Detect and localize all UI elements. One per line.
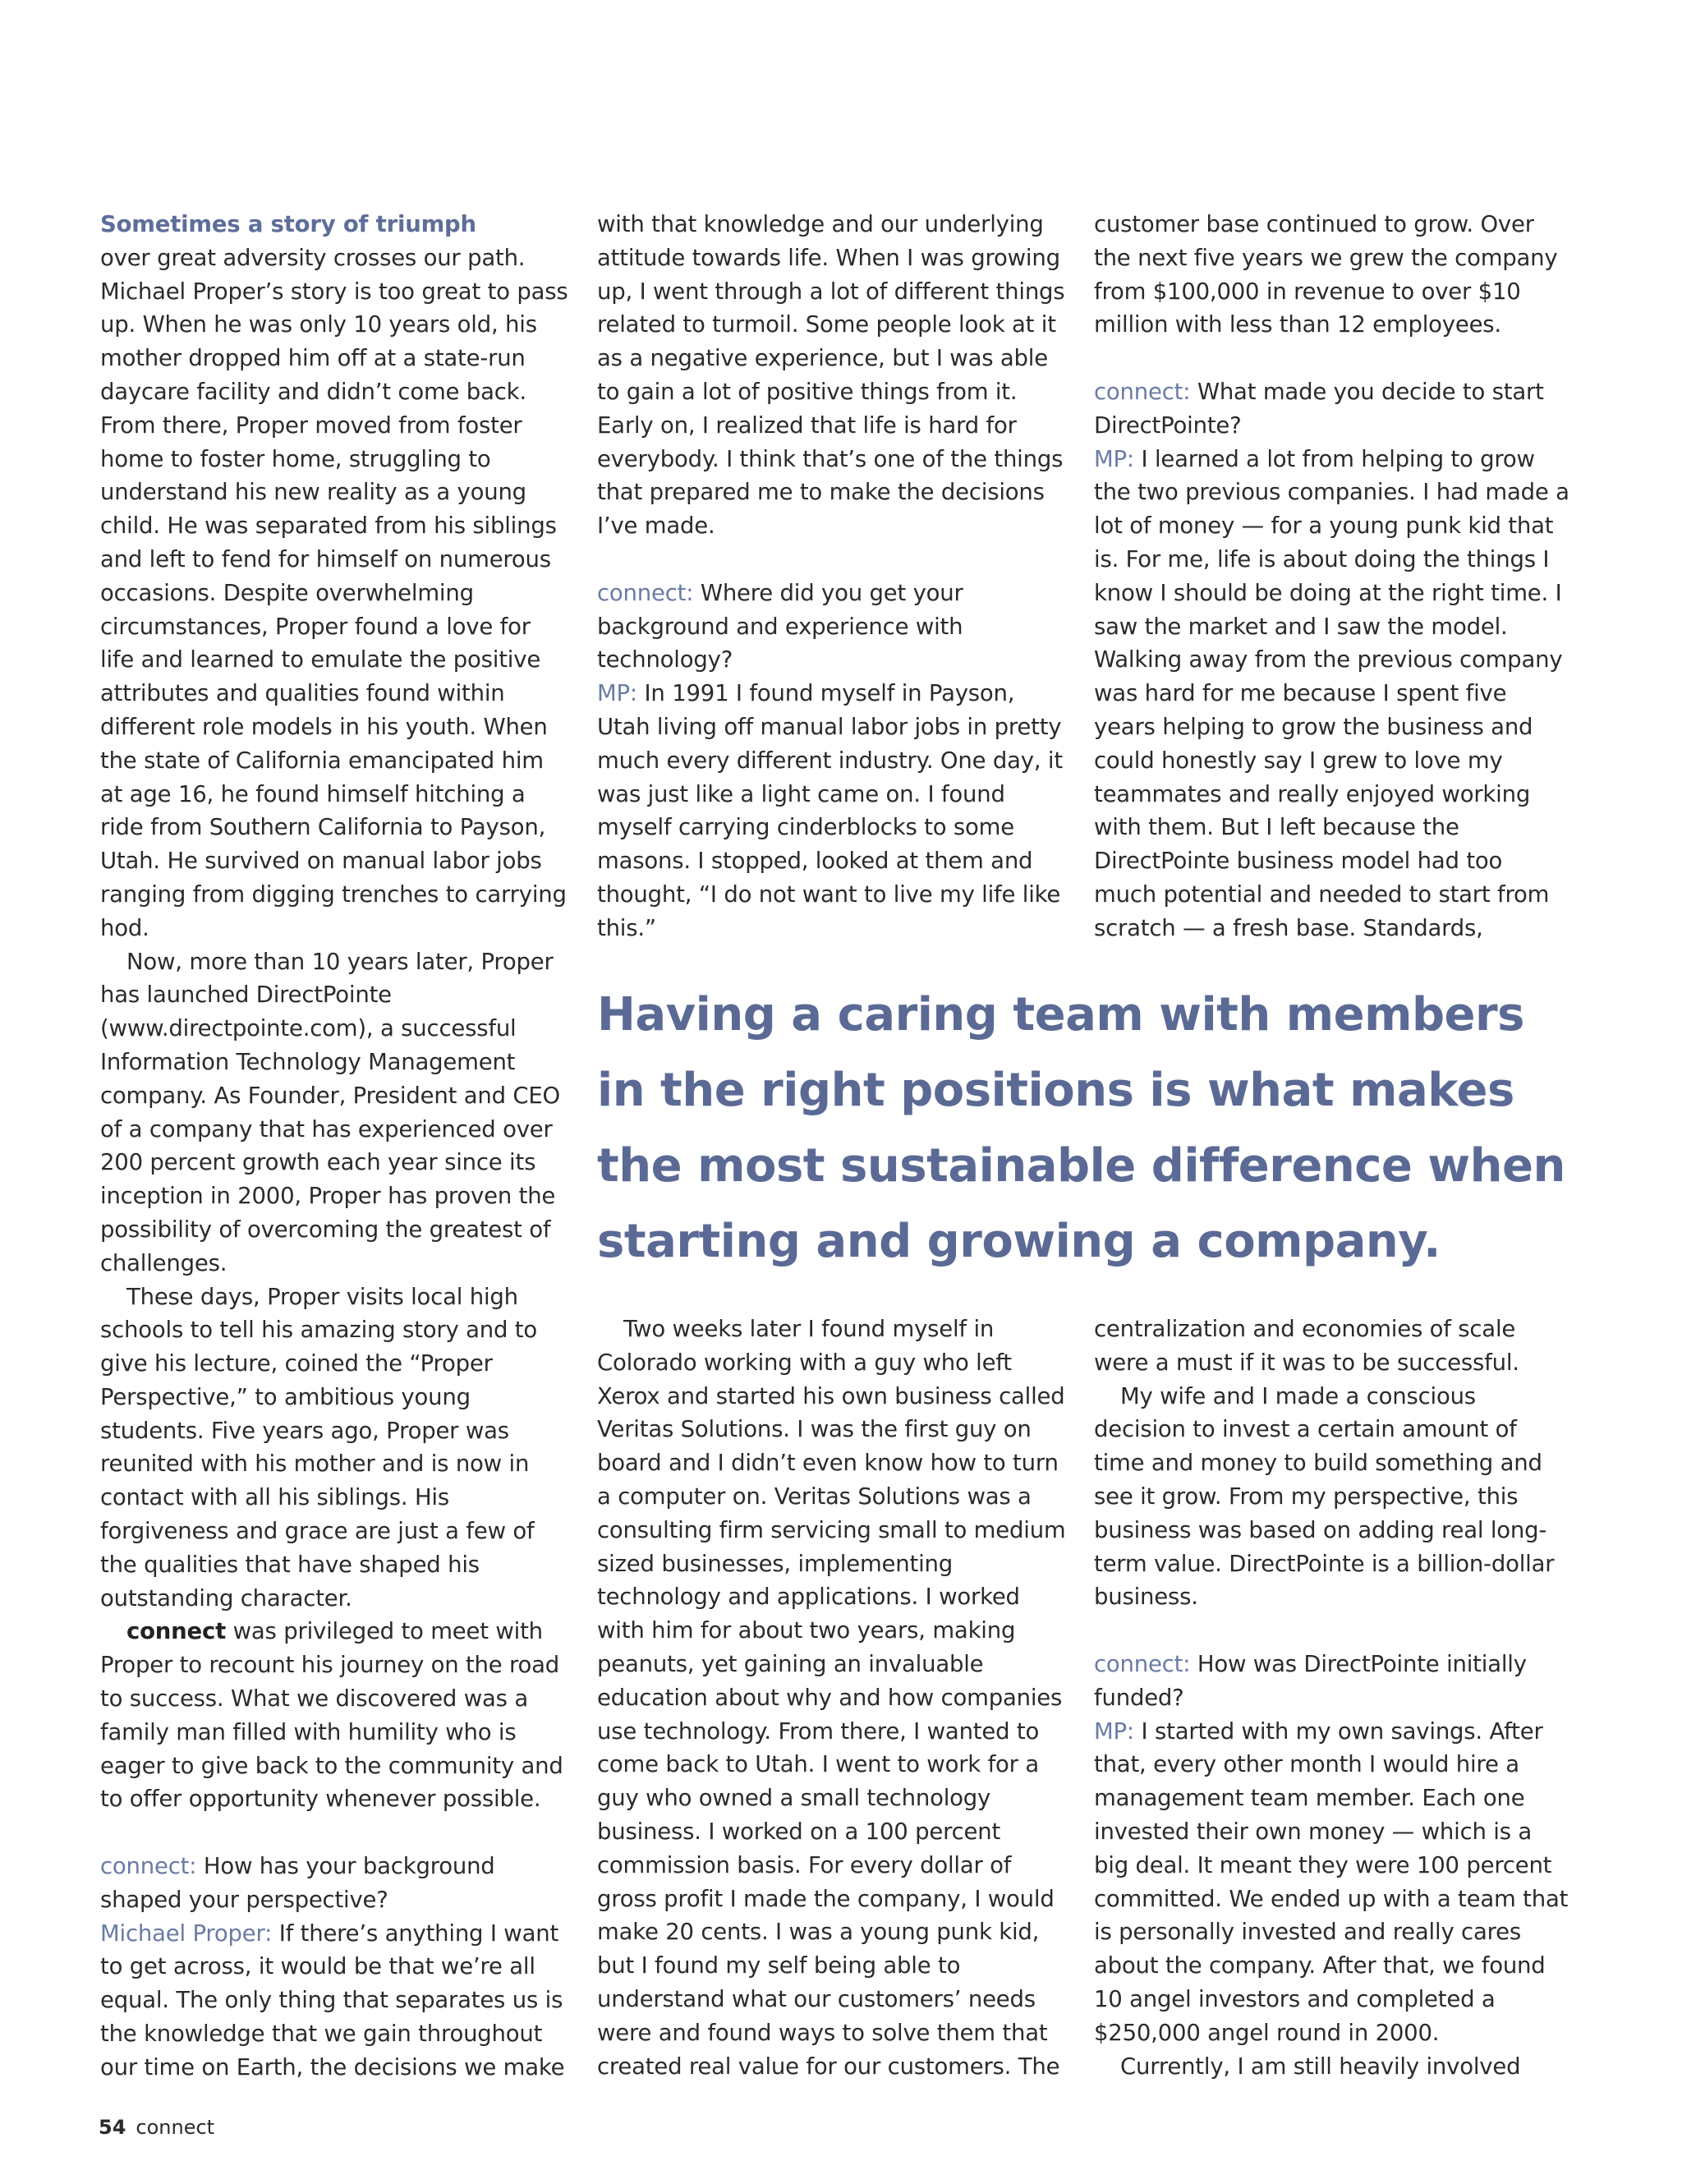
paragraph: These days, Proper visits local high schools to tell his amazing story and to give his lecture, coined the “Proper Perspective,” to ambitious young students. Five years ago, Proper was reunited with his mother and is now in contact with all his siblings. His forgiveness and grace are just a few of the qualities that have shaped his outstanding character.: [100, 1283, 537, 1612]
interview-question: [100, 1850, 568, 1917]
interviewee-label: MP:: [597, 680, 637, 707]
answer-text: I started with my own savings. After that, every other month I would hire a management team member. Each one invested their own money — which is a big deal. It meant they were 100 percent committed. We ended up with a team that is personally invested and really cares about the company. After that, we found 10 angel investors and completed a $250,000 angel round in 2000.: [1094, 1717, 1569, 2046]
interviewer-label: connect:: [1094, 378, 1191, 405]
paragraph: My wife and I made a conscious decision to invest a certain amount of time and money to build something and see it grow. From my perspective, this business was based on adding real long-term value. DirectPointe is a billion-dollar business.: [1094, 1382, 1555, 1611]
interview-question: [597, 577, 1069, 677]
question-text: What made you decide to start DirectPointe?: [1094, 378, 1544, 439]
interview-answer: [597, 677, 1069, 945]
paragraph-intro: [100, 208, 568, 945]
question-text: Where did you get your background and experience with technology?: [597, 579, 963, 674]
interview-question: [1094, 1648, 1570, 1715]
article-column-3-top: [1094, 208, 1570, 945]
interviewee-label: MP:: [1094, 445, 1134, 472]
answer-text: If there’s anything I want to get across, it would be that we’re all equal. The only thing that separates us is the knowledge that we gain throughout our time on Earth, the decisions we make: [100, 1920, 565, 2081]
paragraph: with that knowledge and our underlying attitude towards life. When I was growing up, I went through a lot of different things related to turmoil. Some people look at it as a negative experience, but I was able to gain a lot of positive things from it. Early on, I realized that life is hard for everybody. I think that’s one of the things that prepared me to make the decisions I’ve made.: [597, 211, 1065, 540]
interviewee-label: MP:: [1094, 1717, 1134, 1745]
paragraph-text: was privileged to meet with Proper to recount his journey on the road to success. What we discovered was a family man filled with humility who is eager to give back to the community and to offer opportunity whenever possible.: [100, 1618, 563, 1813]
lead-in: Sometimes a story of triumph: [100, 211, 476, 237]
article-column-3-bottom: [1094, 1313, 1570, 2083]
interviewer-label: connect:: [597, 579, 694, 606]
pull-quote: Having a caring team with members in the right positions is what makes the most sustainable difference when starting and growing a company.: [597, 988, 1565, 1268]
magazine-name: connect: [136, 2116, 215, 2139]
article-column-1: [100, 208, 568, 2085]
paragraph: Two weeks later I found myself in Colorado working with a guy who left Xerox and started his own business called Veritas Solutions. I was the first guy on board and I didn’t even know how to turn a computer on. Veritas Solutions was a consulting firm servicing small to medium sized businesses, implementing technology and applications. I worked with him for about two years, making peanuts, yet gaining an invaluable education about why and how companies use technology. From there, I wanted to come back to Utah. I went to work for a guy who owned a small technology business. I worked on a 100 percent commission basis. For every dollar of gross profit I made the company, I would make 20 cents. I was a young punk kid, but I found my self being able to understand what our customers’ needs were and found ways to solve them that created real value for our customers. The: [597, 1316, 1066, 2080]
paragraph: centralization and economies of scale were a must if it was to be successful.: [1094, 1316, 1519, 1376]
paragraph: Now, more than 10 years later, Proper has launched DirectPointe (www.directpointe.com), a successful Information Technology Management company. As Founder, President and CEO of a company that has experienced over 200 percent growth each year since its inception in 2000, Proper has proven the possibility of overcoming the greatest of challenges.: [100, 948, 560, 1276]
paragraph: [100, 1615, 568, 1816]
interviewer-label: connect:: [100, 1853, 197, 1880]
article-column-2-bottom: [597, 1313, 1069, 2083]
question-text: How has your background shaped your perspective?: [100, 1853, 495, 1913]
page-number: 54: [99, 2116, 126, 2139]
interview-answer: [1094, 443, 1570, 945]
answer-text: I learned a lot from helping to grow the two previous companies. I had made a lot of money — for a young punk kid that is. For me, life is about doing the things I know I should be doing at the right time. I saw the market and I saw the model. Walking away from the previous company was hard for me because I spent five years helping to grow the business and could honestly say I grew to love my teammates and really enjoyed working with them. But I left because the DirectPointe business model had too much potential and needed to start from scratch — a fresh base. Standards,: [1094, 445, 1569, 941]
interview-question: [1094, 375, 1570, 443]
answer-text: In 1991 I found myself in Payson, Utah living off manual labor jobs in pretty much every different industry. One day, it was just like a light came on. I found myself carrying cinderblocks to some masons. I stopped, looked at them and thought, “I do not want to live my life like this.”: [597, 680, 1063, 941]
interview-answer: [100, 1917, 568, 2085]
magazine-name: connect: [126, 1618, 227, 1645]
interviewee-label: Michael Proper:: [100, 1920, 273, 1947]
intro-text: over great adversity crosses our path. Michael Proper’s story is too great to pass up. When he was only 10 years old, his mother dropped him off at a state-run daycare facility and didn’t come back. From there, Proper moved from foster home to foster home, struggling to understand his new reality as a young child. He was separated from his siblings and left to fend for himself on numerous occasions. Despite overwhelming circumstances, Proper found a love for life and learned to emulate the positive attributes and qualities found within different role models in his youth. When the state of California emancipated him at age 16, he found himself hitching a ride from Southern California to Payson, Utah. He survived on manual labor jobs ranging from digging trenches to carrying hod.: [100, 244, 568, 941]
page-footer: [99, 2116, 214, 2139]
interview-answer: [1094, 1715, 1570, 2050]
paragraph: Currently, I am still heavily involved: [1120, 2053, 1521, 2080]
paragraph: customer base continued to grow. Over the next five years we grew the company from $100,000 in revenue to over $10 million with less than 12 employees.: [1094, 211, 1558, 338]
interviewer-label: connect:: [1094, 1650, 1191, 1677]
article-column-2-top: [597, 208, 1069, 945]
question-text: How was DirectPointe initially funded?: [1094, 1650, 1527, 1711]
